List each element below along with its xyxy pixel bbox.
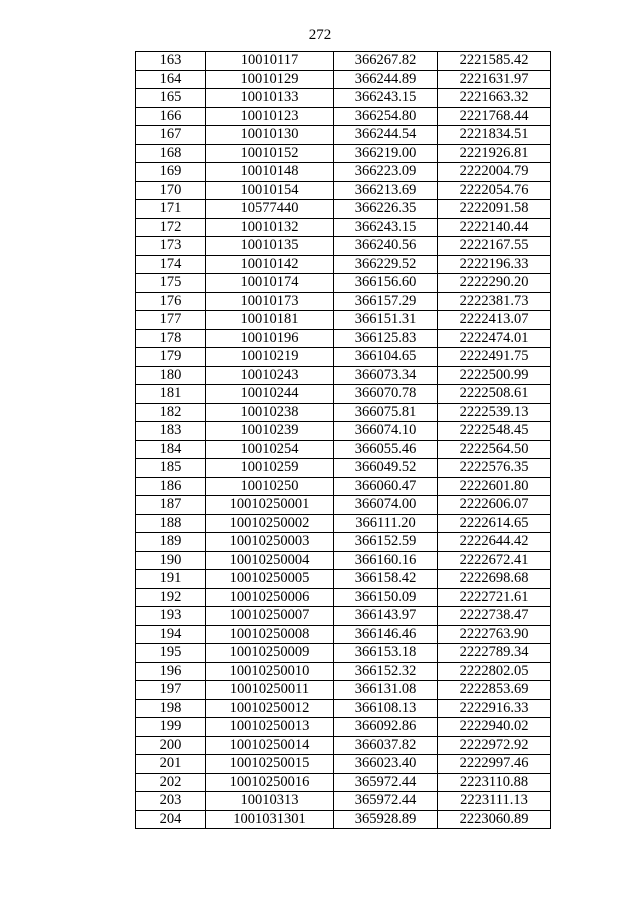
- x-coordinate-cell: 366243.15: [334, 89, 438, 108]
- point-id-cell: 10577440: [206, 200, 334, 219]
- row-number-cell: 168: [136, 144, 206, 163]
- table-row: [136, 422, 551, 441]
- x-coordinate-cell: 366146.46: [334, 625, 438, 644]
- point-id-cell: 10010196: [206, 329, 334, 348]
- page-number: 272: [308, 27, 332, 43]
- y-coordinate-cell: 2222721.61: [438, 588, 551, 607]
- row-number-cell: 189: [136, 533, 206, 552]
- y-coordinate-cell: 2221663.32: [438, 89, 551, 108]
- point-id-cell: 10010250011: [206, 681, 334, 700]
- point-id-cell: 10010250004: [206, 551, 334, 570]
- table-row: [136, 496, 551, 515]
- row-number-cell: 171: [136, 200, 206, 219]
- y-coordinate-cell: 2222940.02: [438, 718, 551, 737]
- row-number-cell: 200: [136, 736, 206, 755]
- table-row: [136, 292, 551, 311]
- row-number-cell: 175: [136, 274, 206, 293]
- row-number-cell: 185: [136, 459, 206, 478]
- point-id-cell: 10010135: [206, 237, 334, 256]
- x-coordinate-cell: 366060.47: [334, 477, 438, 496]
- row-number-cell: 187: [136, 496, 206, 515]
- point-id-cell: 10010250003: [206, 533, 334, 552]
- point-id-cell: 10010132: [206, 218, 334, 237]
- row-number-cell: 182: [136, 403, 206, 422]
- table-row: [136, 773, 551, 792]
- point-id-cell: 10010250002: [206, 514, 334, 533]
- table-row: [136, 70, 551, 89]
- y-coordinate-cell: 2221834.51: [438, 126, 551, 145]
- table-row: [136, 329, 551, 348]
- row-number-cell: 174: [136, 255, 206, 274]
- y-coordinate-cell: 2223111.13: [438, 792, 551, 811]
- x-coordinate-cell: 366244.54: [334, 126, 438, 145]
- y-coordinate-cell: 2222614.65: [438, 514, 551, 533]
- y-coordinate-cell: 2222500.99: [438, 366, 551, 385]
- y-coordinate-cell: 2221585.42: [438, 52, 551, 71]
- row-number-cell: 167: [136, 126, 206, 145]
- y-coordinate-cell: 2222508.61: [438, 385, 551, 404]
- table-row: [136, 718, 551, 737]
- table-row: [136, 52, 551, 71]
- point-id-cell: 10010250005: [206, 570, 334, 589]
- y-coordinate-cell: 2222763.90: [438, 625, 551, 644]
- x-coordinate-cell: 366244.89: [334, 70, 438, 89]
- point-id-cell: 10010250007: [206, 607, 334, 626]
- row-number-cell: 195: [136, 644, 206, 663]
- row-number-cell: 188: [136, 514, 206, 533]
- point-id-cell: 10010250016: [206, 773, 334, 792]
- x-coordinate-cell: 366073.34: [334, 366, 438, 385]
- x-coordinate-cell: 366074.00: [334, 496, 438, 515]
- row-number-cell: 184: [136, 440, 206, 459]
- y-coordinate-cell: 2222853.69: [438, 681, 551, 700]
- table-row: [136, 533, 551, 552]
- point-id-cell: 10010243: [206, 366, 334, 385]
- y-coordinate-cell: 2222601.80: [438, 477, 551, 496]
- point-id-cell: 10010181: [206, 311, 334, 330]
- y-coordinate-cell: 2221631.97: [438, 70, 551, 89]
- table-row: [136, 89, 551, 108]
- table-row: [136, 218, 551, 237]
- row-number-cell: 177: [136, 311, 206, 330]
- row-number-cell: 186: [136, 477, 206, 496]
- y-coordinate-cell: 2222789.34: [438, 644, 551, 663]
- row-number-cell: 173: [136, 237, 206, 256]
- point-id-cell: 10010130: [206, 126, 334, 145]
- row-number-cell: 181: [136, 385, 206, 404]
- table-row: [136, 440, 551, 459]
- row-number-cell: 203: [136, 792, 206, 811]
- table-row: [136, 181, 551, 200]
- row-number-cell: 176: [136, 292, 206, 311]
- y-coordinate-cell: 2222491.75: [438, 348, 551, 367]
- table-row: [136, 662, 551, 681]
- x-coordinate-cell: 366152.32: [334, 662, 438, 681]
- x-coordinate-cell: 366143.97: [334, 607, 438, 626]
- point-id-cell: 10010142: [206, 255, 334, 274]
- row-number-cell: 202: [136, 773, 206, 792]
- x-coordinate-cell: 366219.00: [334, 144, 438, 163]
- row-number-cell: 197: [136, 681, 206, 700]
- row-number-cell: 192: [136, 588, 206, 607]
- row-number-cell: 169: [136, 163, 206, 182]
- x-coordinate-cell: 366108.13: [334, 699, 438, 718]
- point-id-cell: 10010174: [206, 274, 334, 293]
- y-coordinate-cell: 2222548.45: [438, 422, 551, 441]
- x-coordinate-cell: 366125.83: [334, 329, 438, 348]
- table-row: [136, 163, 551, 182]
- row-number-cell: 199: [136, 718, 206, 737]
- row-number-cell: 163: [136, 52, 206, 71]
- y-coordinate-cell: 2222972.92: [438, 736, 551, 755]
- row-number-cell: 196: [136, 662, 206, 681]
- table-row: [136, 588, 551, 607]
- y-coordinate-cell: 2223110.88: [438, 773, 551, 792]
- x-coordinate-cell: 366150.09: [334, 588, 438, 607]
- row-number-cell: 193: [136, 607, 206, 626]
- x-coordinate-cell: 366160.16: [334, 551, 438, 570]
- row-number-cell: 204: [136, 810, 206, 829]
- point-id-cell: 10010154: [206, 181, 334, 200]
- x-coordinate-cell: 366104.65: [334, 348, 438, 367]
- table-row: [136, 311, 551, 330]
- x-coordinate-cell: 366152.59: [334, 533, 438, 552]
- row-number-cell: 165: [136, 89, 206, 108]
- point-id-cell: 10010254: [206, 440, 334, 459]
- point-id-cell: 10010129: [206, 70, 334, 89]
- row-number-cell: 183: [136, 422, 206, 441]
- point-id-cell: 10010250010: [206, 662, 334, 681]
- y-coordinate-cell: 2222004.79: [438, 163, 551, 182]
- x-coordinate-cell: 365972.44: [334, 773, 438, 792]
- table-row: [136, 348, 551, 367]
- x-coordinate-cell: 366111.20: [334, 514, 438, 533]
- point-id-cell: 10010238: [206, 403, 334, 422]
- x-coordinate-cell: 366151.31: [334, 311, 438, 330]
- x-coordinate-cell: 366049.52: [334, 459, 438, 478]
- point-id-cell: 10010250012: [206, 699, 334, 718]
- table-row: [136, 144, 551, 163]
- y-coordinate-cell: 2222140.44: [438, 218, 551, 237]
- table-row: [136, 570, 551, 589]
- x-coordinate-cell: 365972.44: [334, 792, 438, 811]
- y-coordinate-cell: 2222698.68: [438, 570, 551, 589]
- table-row: [136, 514, 551, 533]
- table-row: [136, 477, 551, 496]
- x-coordinate-cell: 366267.82: [334, 52, 438, 71]
- table-row: [136, 736, 551, 755]
- table-row: [136, 607, 551, 626]
- point-id-cell: 10010313: [206, 792, 334, 811]
- row-number-cell: 201: [136, 755, 206, 774]
- point-id-cell: 10010219: [206, 348, 334, 367]
- x-coordinate-cell: 366223.09: [334, 163, 438, 182]
- row-number-cell: 198: [136, 699, 206, 718]
- table-row: [136, 274, 551, 293]
- x-coordinate-cell: 366092.86: [334, 718, 438, 737]
- y-coordinate-cell: 2221926.81: [438, 144, 551, 163]
- x-coordinate-cell: 366131.08: [334, 681, 438, 700]
- point-id-cell: 10010250009: [206, 644, 334, 663]
- row-number-cell: 166: [136, 107, 206, 126]
- table-row: [136, 366, 551, 385]
- y-coordinate-cell: 2222738.47: [438, 607, 551, 626]
- table-row: [136, 625, 551, 644]
- y-coordinate-cell: 2222290.20: [438, 274, 551, 293]
- x-coordinate-cell: 366254.80: [334, 107, 438, 126]
- x-coordinate-cell: 366075.81: [334, 403, 438, 422]
- point-id-cell: 10010148: [206, 163, 334, 182]
- point-id-cell: 10010239: [206, 422, 334, 441]
- x-coordinate-cell: 366153.18: [334, 644, 438, 663]
- y-coordinate-cell: 2222413.07: [438, 311, 551, 330]
- point-id-cell: 10010250: [206, 477, 334, 496]
- y-coordinate-cell: 2222474.01: [438, 329, 551, 348]
- x-coordinate-cell: 366213.69: [334, 181, 438, 200]
- y-coordinate-cell: 2222539.13: [438, 403, 551, 422]
- row-number-cell: 170: [136, 181, 206, 200]
- point-id-cell: 10010117: [206, 52, 334, 71]
- coordinates-table-body: [136, 52, 551, 829]
- table-row: [136, 255, 551, 274]
- coordinates-table: [135, 51, 551, 829]
- point-id-cell: 10010123: [206, 107, 334, 126]
- table-row: [136, 792, 551, 811]
- y-coordinate-cell: 2222564.50: [438, 440, 551, 459]
- point-id-cell: 10010250013: [206, 718, 334, 737]
- y-coordinate-cell: 2222997.46: [438, 755, 551, 774]
- table-row: [136, 107, 551, 126]
- y-coordinate-cell: 2222802.05: [438, 662, 551, 681]
- x-coordinate-cell: 366023.40: [334, 755, 438, 774]
- table-row: [136, 551, 551, 570]
- y-coordinate-cell: 2222576.35: [438, 459, 551, 478]
- table-row: [136, 126, 551, 145]
- point-id-cell: 10010259: [206, 459, 334, 478]
- x-coordinate-cell: 366157.29: [334, 292, 438, 311]
- row-number-cell: 178: [136, 329, 206, 348]
- x-coordinate-cell: 366156.60: [334, 274, 438, 293]
- x-coordinate-cell: 366243.15: [334, 218, 438, 237]
- point-id-cell: 10010250008: [206, 625, 334, 644]
- table-row: [136, 403, 551, 422]
- point-id-cell: 1001031301: [206, 810, 334, 829]
- y-coordinate-cell: 2222672.41: [438, 551, 551, 570]
- y-coordinate-cell: 2222644.42: [438, 533, 551, 552]
- x-coordinate-cell: 366240.56: [334, 237, 438, 256]
- x-coordinate-cell: 366037.82: [334, 736, 438, 755]
- point-id-cell: 10010250015: [206, 755, 334, 774]
- y-coordinate-cell: 2222167.55: [438, 237, 551, 256]
- x-coordinate-cell: 365928.89: [334, 810, 438, 829]
- y-coordinate-cell: 2222381.73: [438, 292, 551, 311]
- row-number-cell: 191: [136, 570, 206, 589]
- y-coordinate-cell: 2221768.44: [438, 107, 551, 126]
- table-row: [136, 459, 551, 478]
- table-row: [136, 644, 551, 663]
- point-id-cell: 10010173: [206, 292, 334, 311]
- point-id-cell: 10010152: [206, 144, 334, 163]
- y-coordinate-cell: 2222196.33: [438, 255, 551, 274]
- row-number-cell: 172: [136, 218, 206, 237]
- point-id-cell: 10010133: [206, 89, 334, 108]
- x-coordinate-cell: 366055.46: [334, 440, 438, 459]
- point-id-cell: 10010250014: [206, 736, 334, 755]
- table-row: [136, 385, 551, 404]
- x-coordinate-cell: 366226.35: [334, 200, 438, 219]
- point-id-cell: 10010250006: [206, 588, 334, 607]
- table-row: [136, 755, 551, 774]
- table-row: [136, 699, 551, 718]
- table-row: [136, 237, 551, 256]
- row-number-cell: 194: [136, 625, 206, 644]
- row-number-cell: 180: [136, 366, 206, 385]
- table-row: [136, 200, 551, 219]
- point-id-cell: 10010250001: [206, 496, 334, 515]
- x-coordinate-cell: 366074.10: [334, 422, 438, 441]
- x-coordinate-cell: 366229.52: [334, 255, 438, 274]
- x-coordinate-cell: 366158.42: [334, 570, 438, 589]
- y-coordinate-cell: 2223060.89: [438, 810, 551, 829]
- row-number-cell: 190: [136, 551, 206, 570]
- x-coordinate-cell: 366070.78: [334, 385, 438, 404]
- y-coordinate-cell: 2222091.58: [438, 200, 551, 219]
- point-id-cell: 10010244: [206, 385, 334, 404]
- y-coordinate-cell: 2222054.76: [438, 181, 551, 200]
- y-coordinate-cell: 2222606.07: [438, 496, 551, 515]
- table-row: [136, 681, 551, 700]
- row-number-cell: 179: [136, 348, 206, 367]
- row-number-cell: 164: [136, 70, 206, 89]
- table-row: [136, 810, 551, 829]
- y-coordinate-cell: 2222916.33: [438, 699, 551, 718]
